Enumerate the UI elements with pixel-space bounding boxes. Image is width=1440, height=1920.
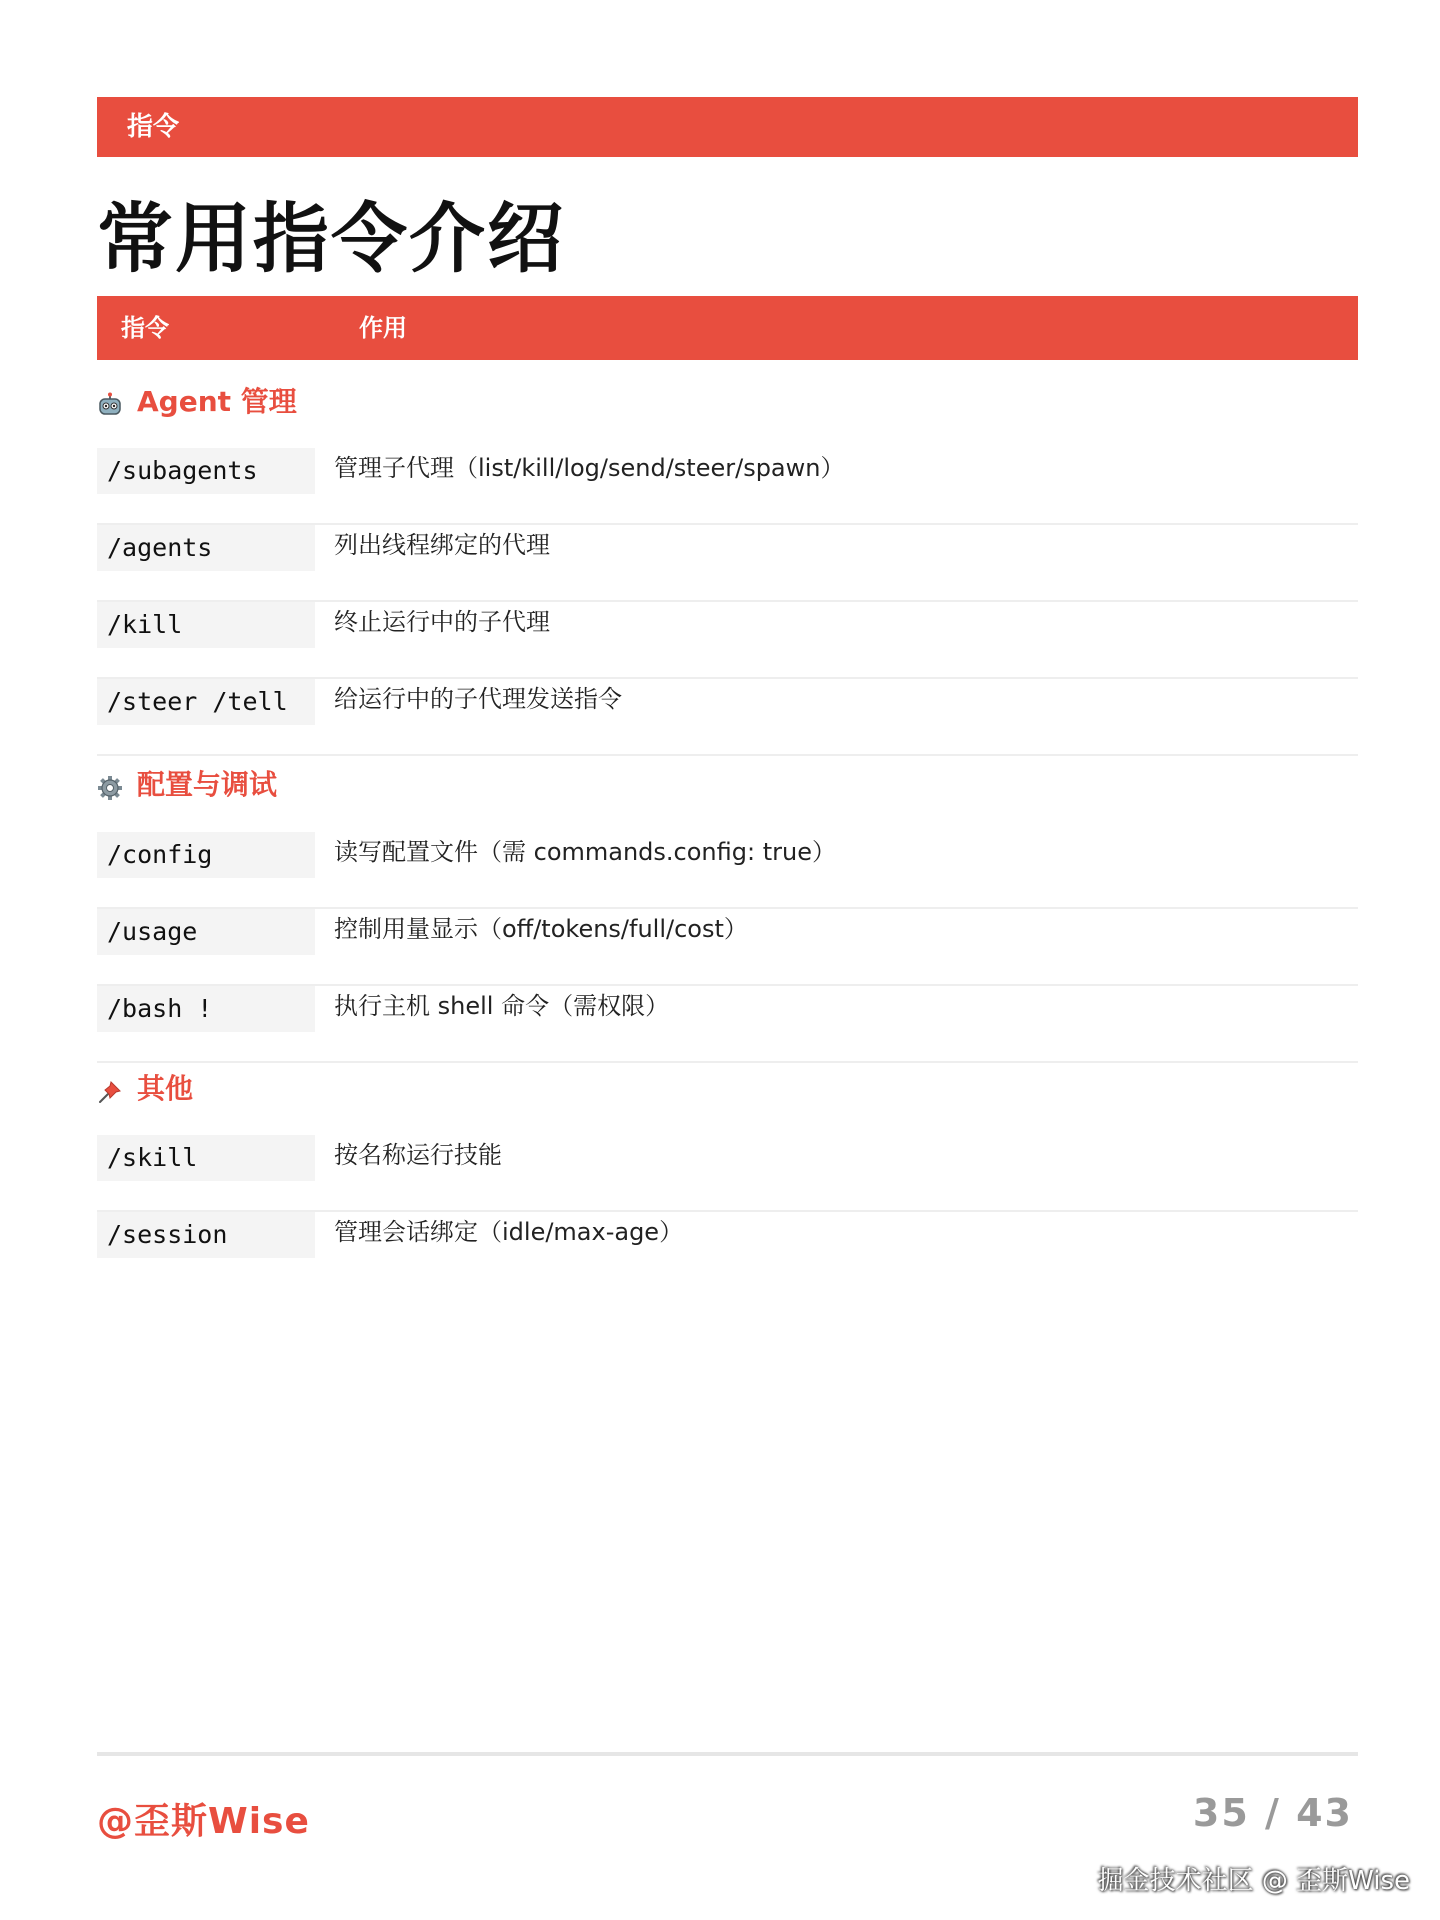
command-description: 读写配置文件（需 commands.config: true） xyxy=(334,838,836,866)
table-row xyxy=(97,832,1358,909)
table-row xyxy=(97,679,1358,756)
pushpin-icon xyxy=(97,1076,123,1102)
table-row xyxy=(97,525,1358,602)
footer-divider xyxy=(97,1752,1358,1756)
header-command: 指令 xyxy=(121,314,169,342)
author-brand: @歪斯Wise xyxy=(97,1801,310,1842)
section-title-other xyxy=(97,1069,193,1109)
command-code: /session xyxy=(97,1212,315,1258)
table-row xyxy=(97,1135,1358,1212)
command-code: /agents xyxy=(97,525,315,571)
section-title-config xyxy=(97,765,277,805)
command-description: 按名称运行技能 xyxy=(334,1141,502,1169)
command-description: 执行主机 shell 命令（需权限） xyxy=(334,992,670,1020)
table-row xyxy=(97,602,1358,679)
table-header xyxy=(97,296,1358,360)
table-row xyxy=(97,986,1358,1063)
table-row xyxy=(97,909,1358,986)
page-title: 常用指令介绍 xyxy=(97,194,565,283)
category-label: 指令 xyxy=(127,112,180,142)
table-row xyxy=(97,1212,1358,1289)
command-description: 管理会话绑定（idle/max-age） xyxy=(334,1218,684,1246)
command-code: /steer /tell xyxy=(97,679,315,725)
robot-icon xyxy=(97,389,123,415)
command-code: /skill xyxy=(97,1135,315,1181)
command-code: /subagents xyxy=(97,448,315,494)
command-code: /config xyxy=(97,832,315,878)
page-number: 35 / 43 xyxy=(1192,1791,1353,1835)
command-code: /bash ! xyxy=(97,986,315,1032)
command-description: 给运行中的子代理发送指令 xyxy=(334,685,622,713)
watermark: 掘金技术社区 @ 歪斯Wise xyxy=(1097,1866,1410,1896)
section-title-agent xyxy=(97,382,297,422)
gear-icon xyxy=(97,772,123,798)
command-description: 终止运行中的子代理 xyxy=(334,608,550,636)
command-description: 控制用量显示（off/tokens/full/cost） xyxy=(334,915,748,943)
section-title-text: Agent 管理 xyxy=(137,385,297,418)
command-description: 列出线程绑定的代理 xyxy=(334,531,550,559)
command-code: /usage xyxy=(97,909,315,955)
section-title-text: 其他 xyxy=(137,1072,194,1105)
table-row xyxy=(97,448,1358,525)
section-title-text: 配置与调试 xyxy=(137,768,278,801)
command-code: /kill xyxy=(97,602,315,648)
command-description: 管理子代理（list/kill/log/send/steer/spawn） xyxy=(334,454,845,482)
category-band xyxy=(97,97,1358,157)
header-purpose: 作用 xyxy=(359,314,407,342)
